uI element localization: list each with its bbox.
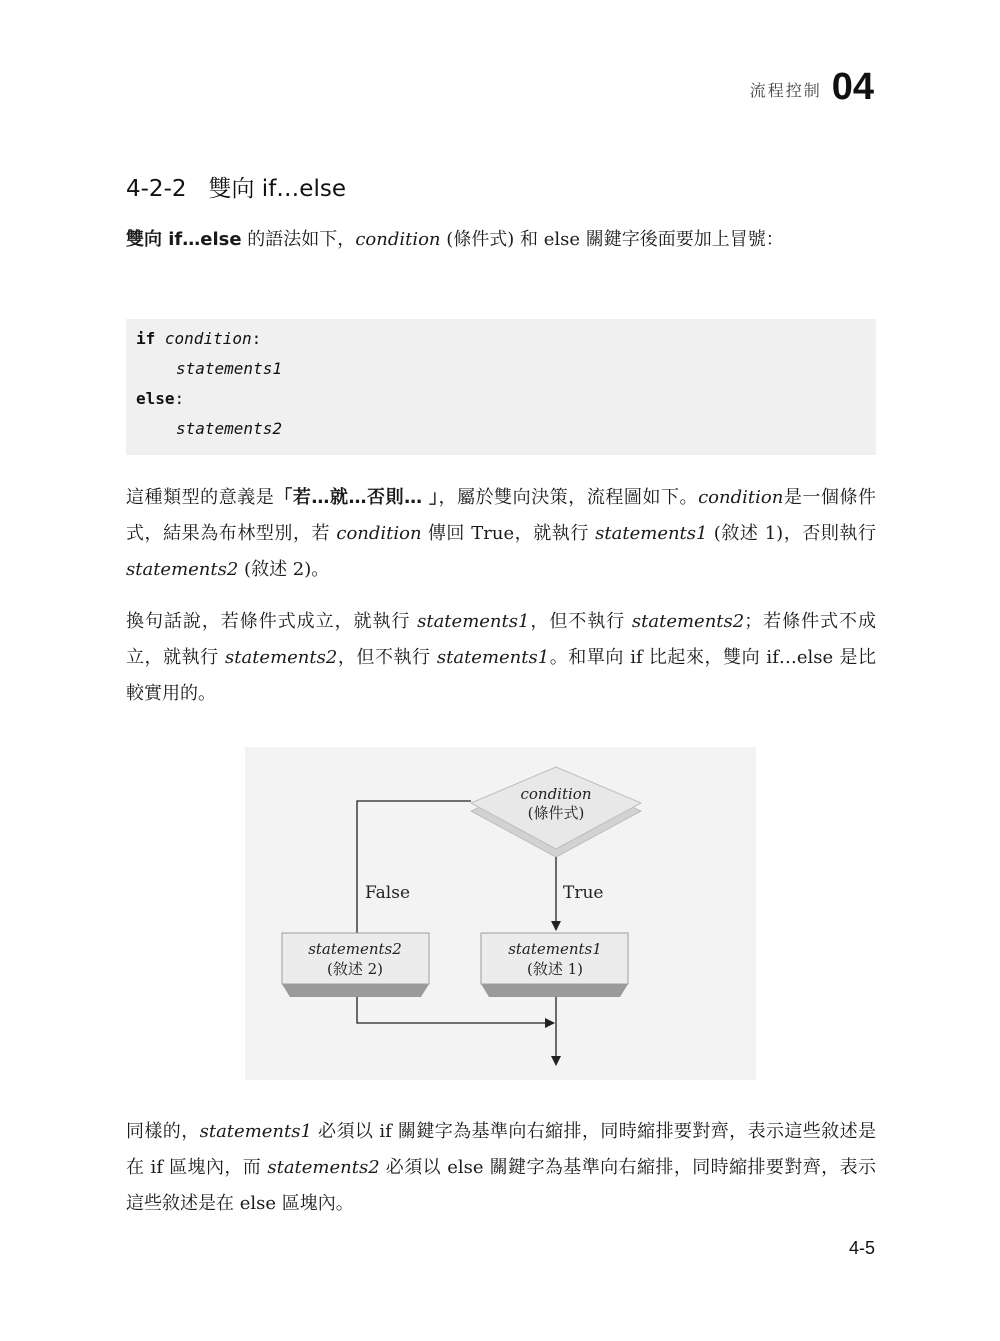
- merge-arrow: [357, 997, 554, 1023]
- code-colon-2: :: [174, 389, 185, 408]
- section-title: 雙向 if…else: [208, 176, 346, 202]
- p4-text: 同樣的，: [126, 1121, 200, 1142]
- code-colon: :: [251, 329, 262, 348]
- p2-quote: 「若…就…否則… 」: [274, 487, 439, 508]
- intro-text: 的語法如下，: [241, 229, 356, 250]
- code-condition: condition: [164, 329, 252, 348]
- diamond-condition-label: condition: [520, 785, 592, 803]
- box2-title: statements2: [308, 940, 402, 958]
- diamond-sub-label: (條件式): [527, 804, 585, 822]
- section-heading: [126, 170, 346, 203]
- p2-statements2: statements2: [126, 559, 239, 580]
- p4-statements2: statements2: [267, 1157, 380, 1178]
- paragraph-4: [126, 1114, 876, 1222]
- p2-text: 這種類型的意義是: [126, 487, 275, 508]
- section-number: 4-2-2: [126, 176, 187, 202]
- p3-statements2-b: statements2: [225, 647, 338, 668]
- box1-sub: (敘述 1): [526, 960, 584, 978]
- intro-condition: condition: [355, 229, 441, 250]
- p2-statements1: statements1: [595, 523, 708, 544]
- code-else-keyword: else: [136, 389, 175, 408]
- p3-text-2: ，但不執行: [529, 611, 632, 632]
- code-line-2: [176, 359, 282, 378]
- p3-text-4: ，但不執行: [337, 647, 437, 668]
- p3-statements1-b: statements1: [436, 647, 550, 668]
- page-number: 4-5: [848, 1238, 875, 1258]
- intro-text-2: (條件式) 和 else 關鍵字後面要加上冒號：: [440, 229, 784, 250]
- flowchart-figure: [245, 747, 756, 1080]
- p2-text-4: 傳回 True，就執行: [421, 523, 596, 544]
- p3-text-5: 。和單向 if 比起來，雙向 if…else 是比較實用的。: [126, 647, 876, 704]
- code-line-1: [136, 329, 261, 348]
- box1-title: statements1: [508, 940, 602, 958]
- p2-condition-2: condition: [336, 523, 422, 544]
- chapter-number: 04: [831, 66, 874, 108]
- false-label: False: [365, 883, 410, 903]
- intro-keyword: 雙向 if…else: [126, 229, 242, 250]
- code-line-4: [176, 419, 282, 438]
- p2-text-5: (敘述 1)，否則執行: [707, 523, 876, 544]
- p2-condition: condition: [698, 487, 784, 508]
- p2-text-6: (敘述 2)。: [238, 559, 330, 580]
- p2-text-2: ，屬於雙向決策，流程圖如下。: [438, 487, 699, 508]
- true-label: True: [563, 883, 604, 903]
- p4-text-2: 必須以 if 關鍵字為基準向右縮排，同時縮排要對齊，表示這些敘述是在 if 區塊內，而: [126, 1121, 876, 1178]
- paragraph-2: [126, 480, 876, 588]
- false-branch-line: [357, 801, 471, 933]
- p4-statements1: statements1: [199, 1121, 312, 1142]
- paragraph-3: [126, 604, 876, 712]
- p3-statements2: statements2: [631, 611, 745, 632]
- p3-text: 換句話說，若條件式成立，就執行: [126, 611, 418, 632]
- chapter-title: 流程控制: [749, 81, 822, 100]
- p3-statements1: statements1: [417, 611, 530, 632]
- code-statements1: statements1: [176, 359, 282, 378]
- p3-text-3: ；若條件式不成立，就執行: [126, 611, 876, 668]
- code-line-3: [136, 389, 184, 408]
- intro-paragraph: [126, 222, 876, 258]
- page-header: [750, 62, 874, 106]
- flowchart-svg: [245, 747, 756, 1080]
- code-if-keyword: if: [136, 329, 156, 348]
- code-statements2: statements2: [176, 419, 282, 438]
- p4-text-3: 必須以 else 關鍵字為基準向右縮排，同時縮排要對齊，表示這些敘述是在 else 區塊內。: [126, 1157, 876, 1214]
- p2-text-3: 是一個條件式，結果為布林型別，若: [126, 487, 877, 544]
- box2-sub: (敘述 2): [326, 960, 384, 978]
- code-block: [126, 319, 876, 455]
